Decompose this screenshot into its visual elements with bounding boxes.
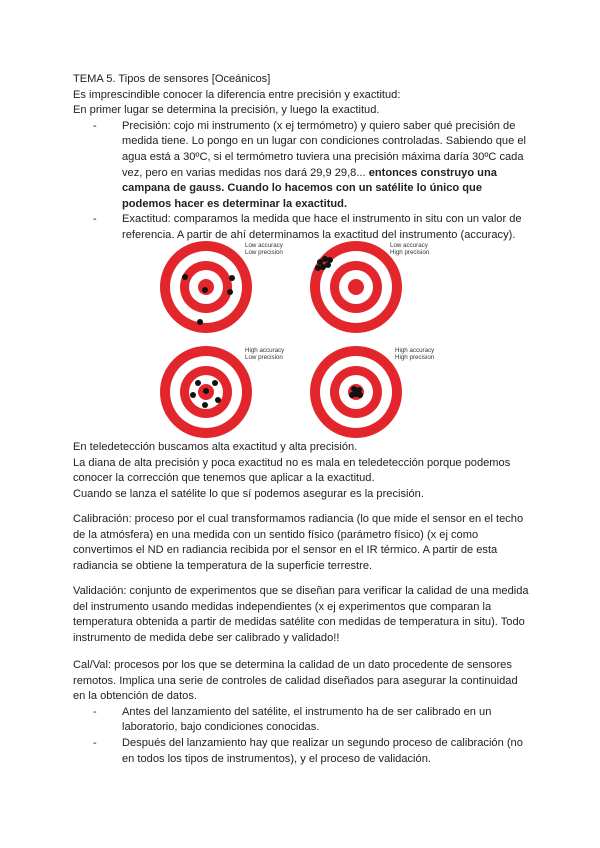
intro-line-2: En primer lugar se determina la precisión, y luego la exactitud. [73, 104, 380, 117]
target-low-accuracy-high-precision [310, 240, 440, 335]
target-low-accuracy-low-precision [160, 240, 290, 335]
calibracion-paragraph: Calibración: proceso por el cual transformamos radiancia (lo que mide el sensor en el techo de la atmósfera) en una medida con un sentido físico (parámetro físico) (x ej como convertimos el ND en radiancia recibida por el sensor en el IR térmico. A partir de esta radiancia se obtiene la temperatura de la superficie terrestre. [73, 513, 524, 572]
shot-dot [182, 274, 188, 280]
page-title: TEMA 5. Tipos de sensores [Oceánicos] [73, 73, 271, 85]
calval-bullet-2: - Después del lanzamiento hay que realizar un segundo proceso de calibración (no en todos los tipos de instrumentos), y el proceso de validación. [89, 736, 533, 767]
accuracy-precision-figure [160, 240, 460, 440]
calval-bullet-1: - Antes del lanzamiento del satélite, el instrumento ha de ser calibrado en un laboratorio, bajo condiciones conocidas. [89, 705, 533, 736]
shot-dot [202, 287, 208, 293]
after-fig-line-2: La diana de alta precisión y poca exactitud no es mala en teledetección porque podemos conocer la corrección que tenemos que aplicar a la exactitud. [73, 456, 511, 485]
shot-dot [203, 388, 209, 394]
target-high-accuracy-high-precision [310, 345, 440, 440]
target-label: High accuracy Low precision [245, 347, 285, 361]
section-top [73, 72, 533, 244]
shot-dot [190, 392, 196, 398]
shot-dot [315, 265, 321, 271]
section-after-figure [73, 440, 533, 502]
precision-bold-text: entonces construyo una campana de gauss. Cuando lo hacemos con un satélite lo único que podemos hacer es determinar la exactitud. [122, 166, 497, 210]
validacion-paragraph: Validación: conjunto de experimentos que se diseñan para verificar la calidad de una medida del instrumento usando medidas independientes (x ej experimentos que comparan la temperatura obtenida a partir de medidas satélite con medidas de temperatura in situ). Todo instrumento de medida debe ser calibrado y validado!! [73, 585, 529, 644]
shot-dot [317, 259, 323, 265]
exactitud-bullet: - Exactitud: comparamos la medida que hace el instrumento in situ con un valor de referencia. A partir de ahí determinamos la exactitud del instrumento (accuracy). [89, 212, 533, 243]
precision-text: Precisión: cojo mi instrumento (x ej termómetro) y quiero saber qué precisión de medida tiene. Lo pongo en un lugar con condiciones controladas. Sabiendo que el agua está a 30ºC, si el termómetro tuviera una precisión máxima daría 30ºC cada vez, pero en varias medidas nos dará 29,9 29,8... [122, 119, 526, 179]
shot-dot [202, 402, 208, 408]
precision-bullet [89, 119, 533, 213]
target-label: High accuracy High precision [395, 347, 435, 361]
target-label: Low accuracy Low precision [245, 242, 283, 256]
shot-dot [322, 256, 328, 262]
shot-dot [227, 289, 233, 295]
shot-dot [357, 392, 363, 398]
after-fig-line-3: Cuando se lanza el satélite lo que sí podemos asegurar es la precisión. [73, 487, 424, 500]
shot-dot [197, 319, 203, 325]
shot-dot [195, 380, 201, 386]
shot-dot [349, 392, 355, 398]
shot-dot [327, 257, 333, 263]
shot-dot [215, 397, 221, 403]
after-fig-line-1: En teledetección buscamos alta exactitud y alta precisión. [73, 441, 358, 453]
shot-dot [212, 380, 218, 386]
target-high-accuracy-low-precision [160, 345, 290, 440]
calval-section [73, 658, 533, 767]
target-label: Low accuracy High precision [390, 242, 430, 256]
shot-dot [229, 275, 235, 281]
calval-paragraph: Cal/Val: procesos por los que se determina la calidad de un dato procedente de sensores remotos. Implica una serie de controles de calidad diseñados para asegurar la continuidad en la obtención de datos. [73, 659, 518, 703]
intro-line-1: Es imprescindible conocer la diferencia entre precisión y exactitud: [73, 88, 401, 101]
